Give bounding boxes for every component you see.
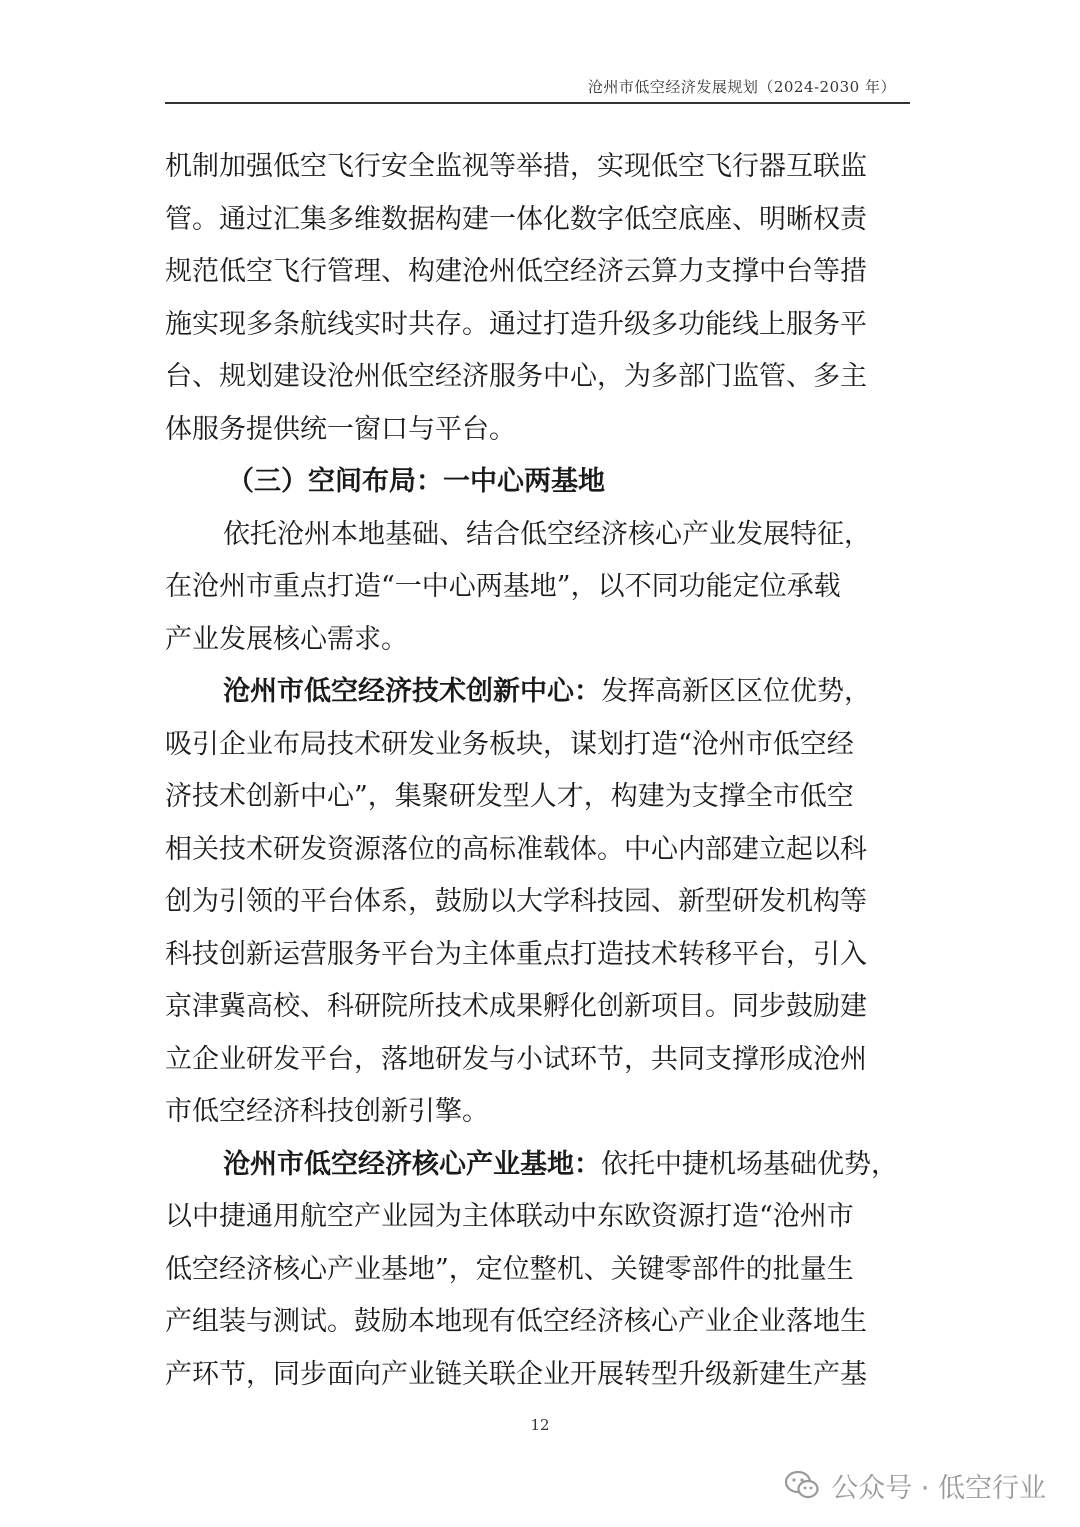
page-number: 12 bbox=[530, 1416, 550, 1434]
text-line: 产环节，同步面向产业链关联企业开展转型升级新建生产基 bbox=[165, 1358, 867, 1390]
text-line: 相关技术研发资源落位的高标准载体。中心内部建立起以科 bbox=[165, 833, 867, 865]
text-line: 创为引领的平台体系，鼓励以大学科技园、新型研发机构等 bbox=[165, 886, 867, 917]
text-line: 济技术创新中心”，集聚研发型人才，构建为支撑全市低空 bbox=[165, 781, 854, 812]
watermark bbox=[785, 1463, 1046, 1507]
text-line: 产业发展核心需求。 bbox=[165, 623, 408, 655]
document-title: 沧州市低空经济发展规划（2024-2030 年） bbox=[587, 78, 896, 96]
text-line: 吸引企业布局技术研发业务板块，谋划打造“沧州市低空经 bbox=[165, 728, 854, 760]
page-header bbox=[165, 76, 910, 104]
text-line: 依托沧州本地基础、结合低空经济核心产业发展特征， bbox=[223, 518, 871, 550]
text-line: 机制加强低空飞行安全监视等举措，实现低空飞行器互联监 bbox=[165, 151, 867, 182]
bold-lead-industry-base: 沧州市低空经济核心产业基地： bbox=[223, 1148, 601, 1180]
text-line: 科技创新运营服务平台为主体重点打造技术转移平台，引入 bbox=[165, 938, 867, 970]
watermark-text: 公众号 · 低空行业 bbox=[831, 1472, 1046, 1504]
text-line: 京津冀高校、科研院所技术成果孵化创新项目。同步鼓励建 bbox=[165, 991, 867, 1022]
text-line: 立企业研发平台，落地研发与小试环节，共同支撑形成沧州 bbox=[165, 1043, 867, 1075]
lead-line-rest: 发挥高新区区位优势， bbox=[601, 676, 871, 707]
paragraph-lead-line bbox=[165, 666, 917, 719]
bold-lead-technology-center: 沧州市低空经济技术创新中心： bbox=[223, 676, 601, 707]
text-line: 体服务提供统一窗口与平台。 bbox=[165, 413, 516, 445]
paragraph-lead-line bbox=[165, 1139, 917, 1192]
text-line: 施实现多条航线实时共存。通过打造升级多功能线上服务平 bbox=[165, 308, 867, 340]
text-line: 产组装与测试。鼓励本地现有低空经济核心产业企业落地生 bbox=[165, 1306, 867, 1337]
text-line: 管。通过汇集多维数据构建一体化数字低空底座、明晰权责 bbox=[165, 203, 867, 235]
text-line: 低空经济核心产业基地”，定位整机、关键零部件的批量生 bbox=[165, 1253, 854, 1285]
lead-line-rest: 依托中捷机场基础优势， bbox=[601, 1148, 898, 1180]
wechat-icon bbox=[785, 1470, 819, 1500]
page-body bbox=[165, 141, 917, 1401]
section-heading: （三）空间布局：一中心两基地 bbox=[227, 466, 605, 497]
text-line: 在沧州市重点打造“一中心两基地”，以不同功能定位承载 bbox=[165, 571, 841, 602]
text-line: 台、规划建设沧州低空经济服务中心，为多部门监管、多主 bbox=[165, 361, 867, 392]
text-line: 规范低空飞行管理、构建沧州低空经济云算力支撑中台等措 bbox=[165, 256, 867, 287]
text-line: 以中捷通用航空产业园为主体联动中东欧资源打造“沧州市 bbox=[165, 1201, 854, 1232]
text-line: 市低空经济科技创新引擎。 bbox=[165, 1096, 489, 1127]
